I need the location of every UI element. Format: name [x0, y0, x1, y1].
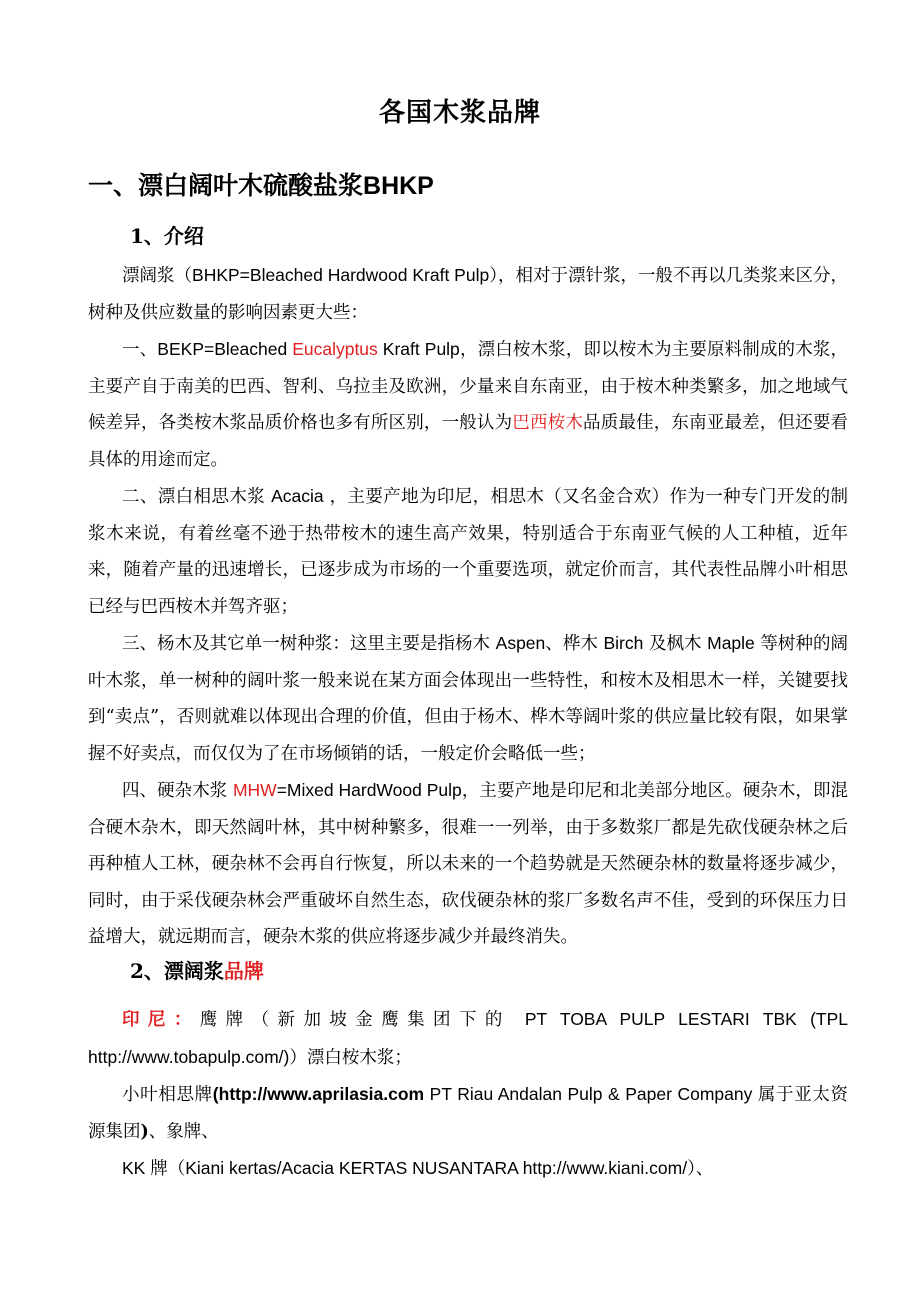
highlight-brazil-eucalyptus: 巴西桉木 — [512, 413, 584, 433]
country-label-indonesia: 印尼： — [122, 1010, 200, 1030]
subheading-brands: 2、漂阔浆品牌 — [130, 959, 264, 983]
paragraph-mhw: 四、硬杂木浆 MHW=Mixed HardWood Pulp，主要产地是印尼和北美部分地区。硬杂木，即混合硬木杂木，即天然阔叶林，其中树种繁多，很难一一列举，由于多数浆厂都是先砍伐硬杂林之后再种植人工林，硬杂林不会再自行恢复，所以未来的一个趋势就是天然硬杂林的数量将逐步减少，同时，由于采伐硬杂林会严重破坏自然生态，砍伐硬杂林的浆厂多数名声不佳，受到的环保压力日益增大，就远期而言，硬杂木浆的供应将逐步减少并最终消失。 — [88, 780, 848, 947]
brand-kk: KK 牌（Kiani kertas/Acacia KERTAS NUSANTARA http://www.kiani.com/）、 — [122, 1158, 714, 1179]
section-heading-bhkp — [88, 166, 434, 202]
section-heading-text: 一、漂白阔叶木硫酸盐浆 — [88, 171, 364, 200]
brand-tpl: 印尼：鹰牌（新加坡金鹰集团下的 PT TOBA PULP LESTARI TBK (TPL http://www.tobapulp.com/)）漂白桉木浆； — [88, 1009, 849, 1068]
paragraph-bekp: 一、BEKP=Bleached Eucalyptus Kraft Pulp，漂白桉木浆，即以桉木为主要原料制成的木浆，主要产自于南美的巴西、智利、乌拉圭及欧洲，少量来自东南亚，由于桉木种类繁多，加之地域气候差异，各类桉木浆品质价格也多有所区别，一般认为巴西桉木品质最佳，东南亚最差，但还要看具体的用途而定。 — [88, 339, 849, 470]
paragraph-bhkp-intro: 漂阔浆（BHKP=Bleached Hardwood Kraft Pulp），相对于漂针浆，一般不再以几类浆来区分，树种及供应数量的影响因素更大些： — [88, 265, 849, 323]
section-heading-abbrev: BHKP — [363, 172, 434, 200]
brand-april: 小叶相思牌(http://www.aprilasia.com PT Riau Andalan Pulp & Paper Company 属于亚太资源集团)、象牌、 — [88, 1084, 849, 1142]
subheading-intro: 1、介绍 — [130, 224, 204, 248]
page-title: 各国木浆品牌 — [378, 98, 541, 128]
paragraph-acacia: 二、漂白相思木浆 Acacia ，主要产地为印尼，相思木（又名金合欢）作为一种专门开发的制浆木来说，有着丝毫不逊于热带桉木的速生高产效果，特别适合于东南亚气候的人工种植，近年来，随着产量的迅速增长，已逐步成为市场的一个重要选项，就定价而言，其代表性品牌小叶相思已经与巴西桉木并驾齐驱； — [88, 486, 848, 617]
paragraph-aspen: 三、杨木及其它单一树种浆：这里主要是指杨木 Aspen、桦木 Birch 及枫木 Maple 等树种的阔叶木浆，单一树种的阔叶浆一般来说在某方面会体现出一些特性，和桉木及相思木一样，关键要找到“卖点”，否则就难以体现出合理的价值，但由于杨木、桦木等阔叶浆的供应量比较有限，如果掌握不好卖点，而仅仅为了在市场倾销的话，一般定价会略低一些； — [88, 633, 848, 764]
highlight-mhw: MHW — [232, 780, 277, 800]
highlight-eucalyptus: Eucalyptus — [292, 339, 378, 359]
intro-body — [88, 257, 848, 956]
brands-body — [88, 1001, 848, 1188]
